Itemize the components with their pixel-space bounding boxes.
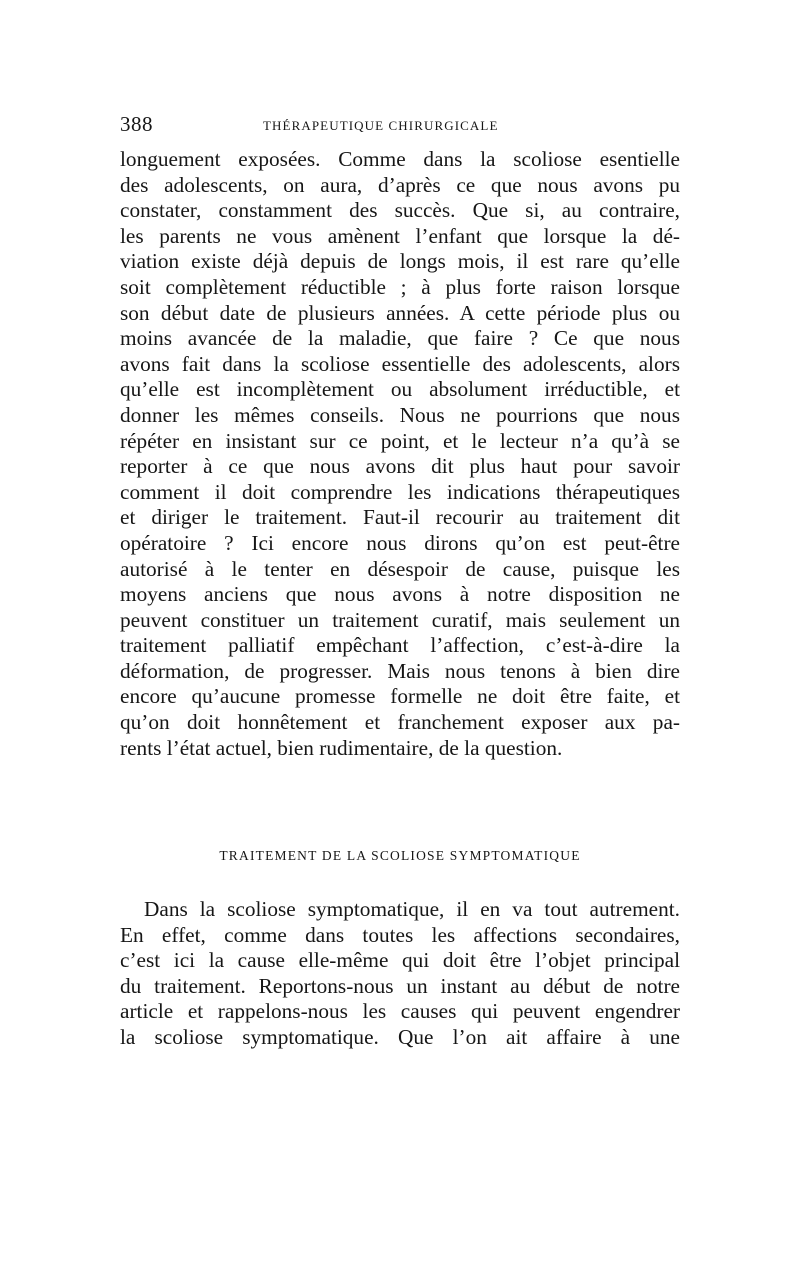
text-line: encore qu’aucune promesse formelle ne doit être faite, et <box>120 684 680 709</box>
text-line: et diriger le traitement. Faut-il recourir au traitement dit <box>120 505 680 530</box>
text-line: peuvent constituer un traitement curatif, mais seulement un <box>120 607 680 632</box>
paragraph-continued <box>120 147 680 761</box>
text-line: des adolescents, on aura, d’après ce que nous avons pu <box>120 172 680 197</box>
text-line: moins avancée de la maladie, que faire ? Ce que nous <box>120 326 680 351</box>
text-line: les parents ne vous amènent l’enfant que lorsque la dé- <box>120 223 680 248</box>
text-line: répéter en insistant sur ce point, et le lecteur n’a qu’à se <box>120 428 680 453</box>
text-line: qu’elle est incomplètement ou absolument irréductible, et <box>120 377 680 402</box>
text-line: son début date de plusieurs années. A cette période plus ou <box>120 300 680 325</box>
text-line: soit complètement réductible ; à plus forte raison lorsque <box>120 274 680 299</box>
text-line: viation existe déjà depuis de longs mois, il est rare qu’elle <box>120 249 680 274</box>
page-number: 388 <box>120 112 153 136</box>
text-line: qu’on doit honnêtement et franchement exposer aux pa- <box>120 710 680 735</box>
text-line: la scoliose symptomatique. Que l’on ait affaire à une <box>120 1024 680 1049</box>
text-line: autorisé à le tenter en désespoir de cause, puisque les <box>120 556 680 581</box>
text-line: c’est ici la cause elle-même qui doit être l’objet principal <box>120 948 680 973</box>
running-title: THÉRAPEUTIQUE CHIRURGICALE <box>263 118 499 133</box>
text-line: déformation, de progresser. Mais nous tenons à bien dire <box>120 658 680 683</box>
text-line: longuement exposées. Comme dans la scoliose esentielle <box>120 147 680 171</box>
text-line: donner les mêmes conseils. Nous ne pourrions que nous <box>120 402 680 427</box>
text-line: traitement palliatif empêchant l’affection, c’est-à-dire la <box>120 633 680 658</box>
text-line: constater, constamment des succès. Que si, au contraire, <box>120 198 680 223</box>
text-line: du traitement. Reportons-nous un instant au début de notre <box>120 973 680 998</box>
text-line: avons fait dans la scoliose essentielle des adolescents, alors <box>120 351 680 376</box>
text-line: comment il doit comprendre les indications thérapeutiques <box>120 479 680 504</box>
paragraph-symptomatic <box>120 897 680 1051</box>
running-header <box>120 112 680 140</box>
text-line: opératoire ? Ici encore nous dirons qu’on est peut-être <box>120 530 680 555</box>
text-line: moyens anciens que nous avons à notre disposition ne <box>120 582 680 607</box>
text-line: article et rappelons-nous les causes qui peuvent engendrer <box>120 999 680 1024</box>
text-line: reporter à ce que nous avons dit plus haut pour savoir <box>120 454 680 479</box>
section-heading: TRAITEMENT DE LA SCOLIOSE SYMPTOMATIQUE <box>219 848 581 863</box>
text-line: Dans la scoliose symptomatique, il en va tout autrement. <box>144 897 680 921</box>
text-line: rents l’état actuel, bien rudimentaire, de la question. <box>120 735 563 760</box>
text-line: En effet, comme dans toutes les affections secondaires, <box>120 922 680 947</box>
